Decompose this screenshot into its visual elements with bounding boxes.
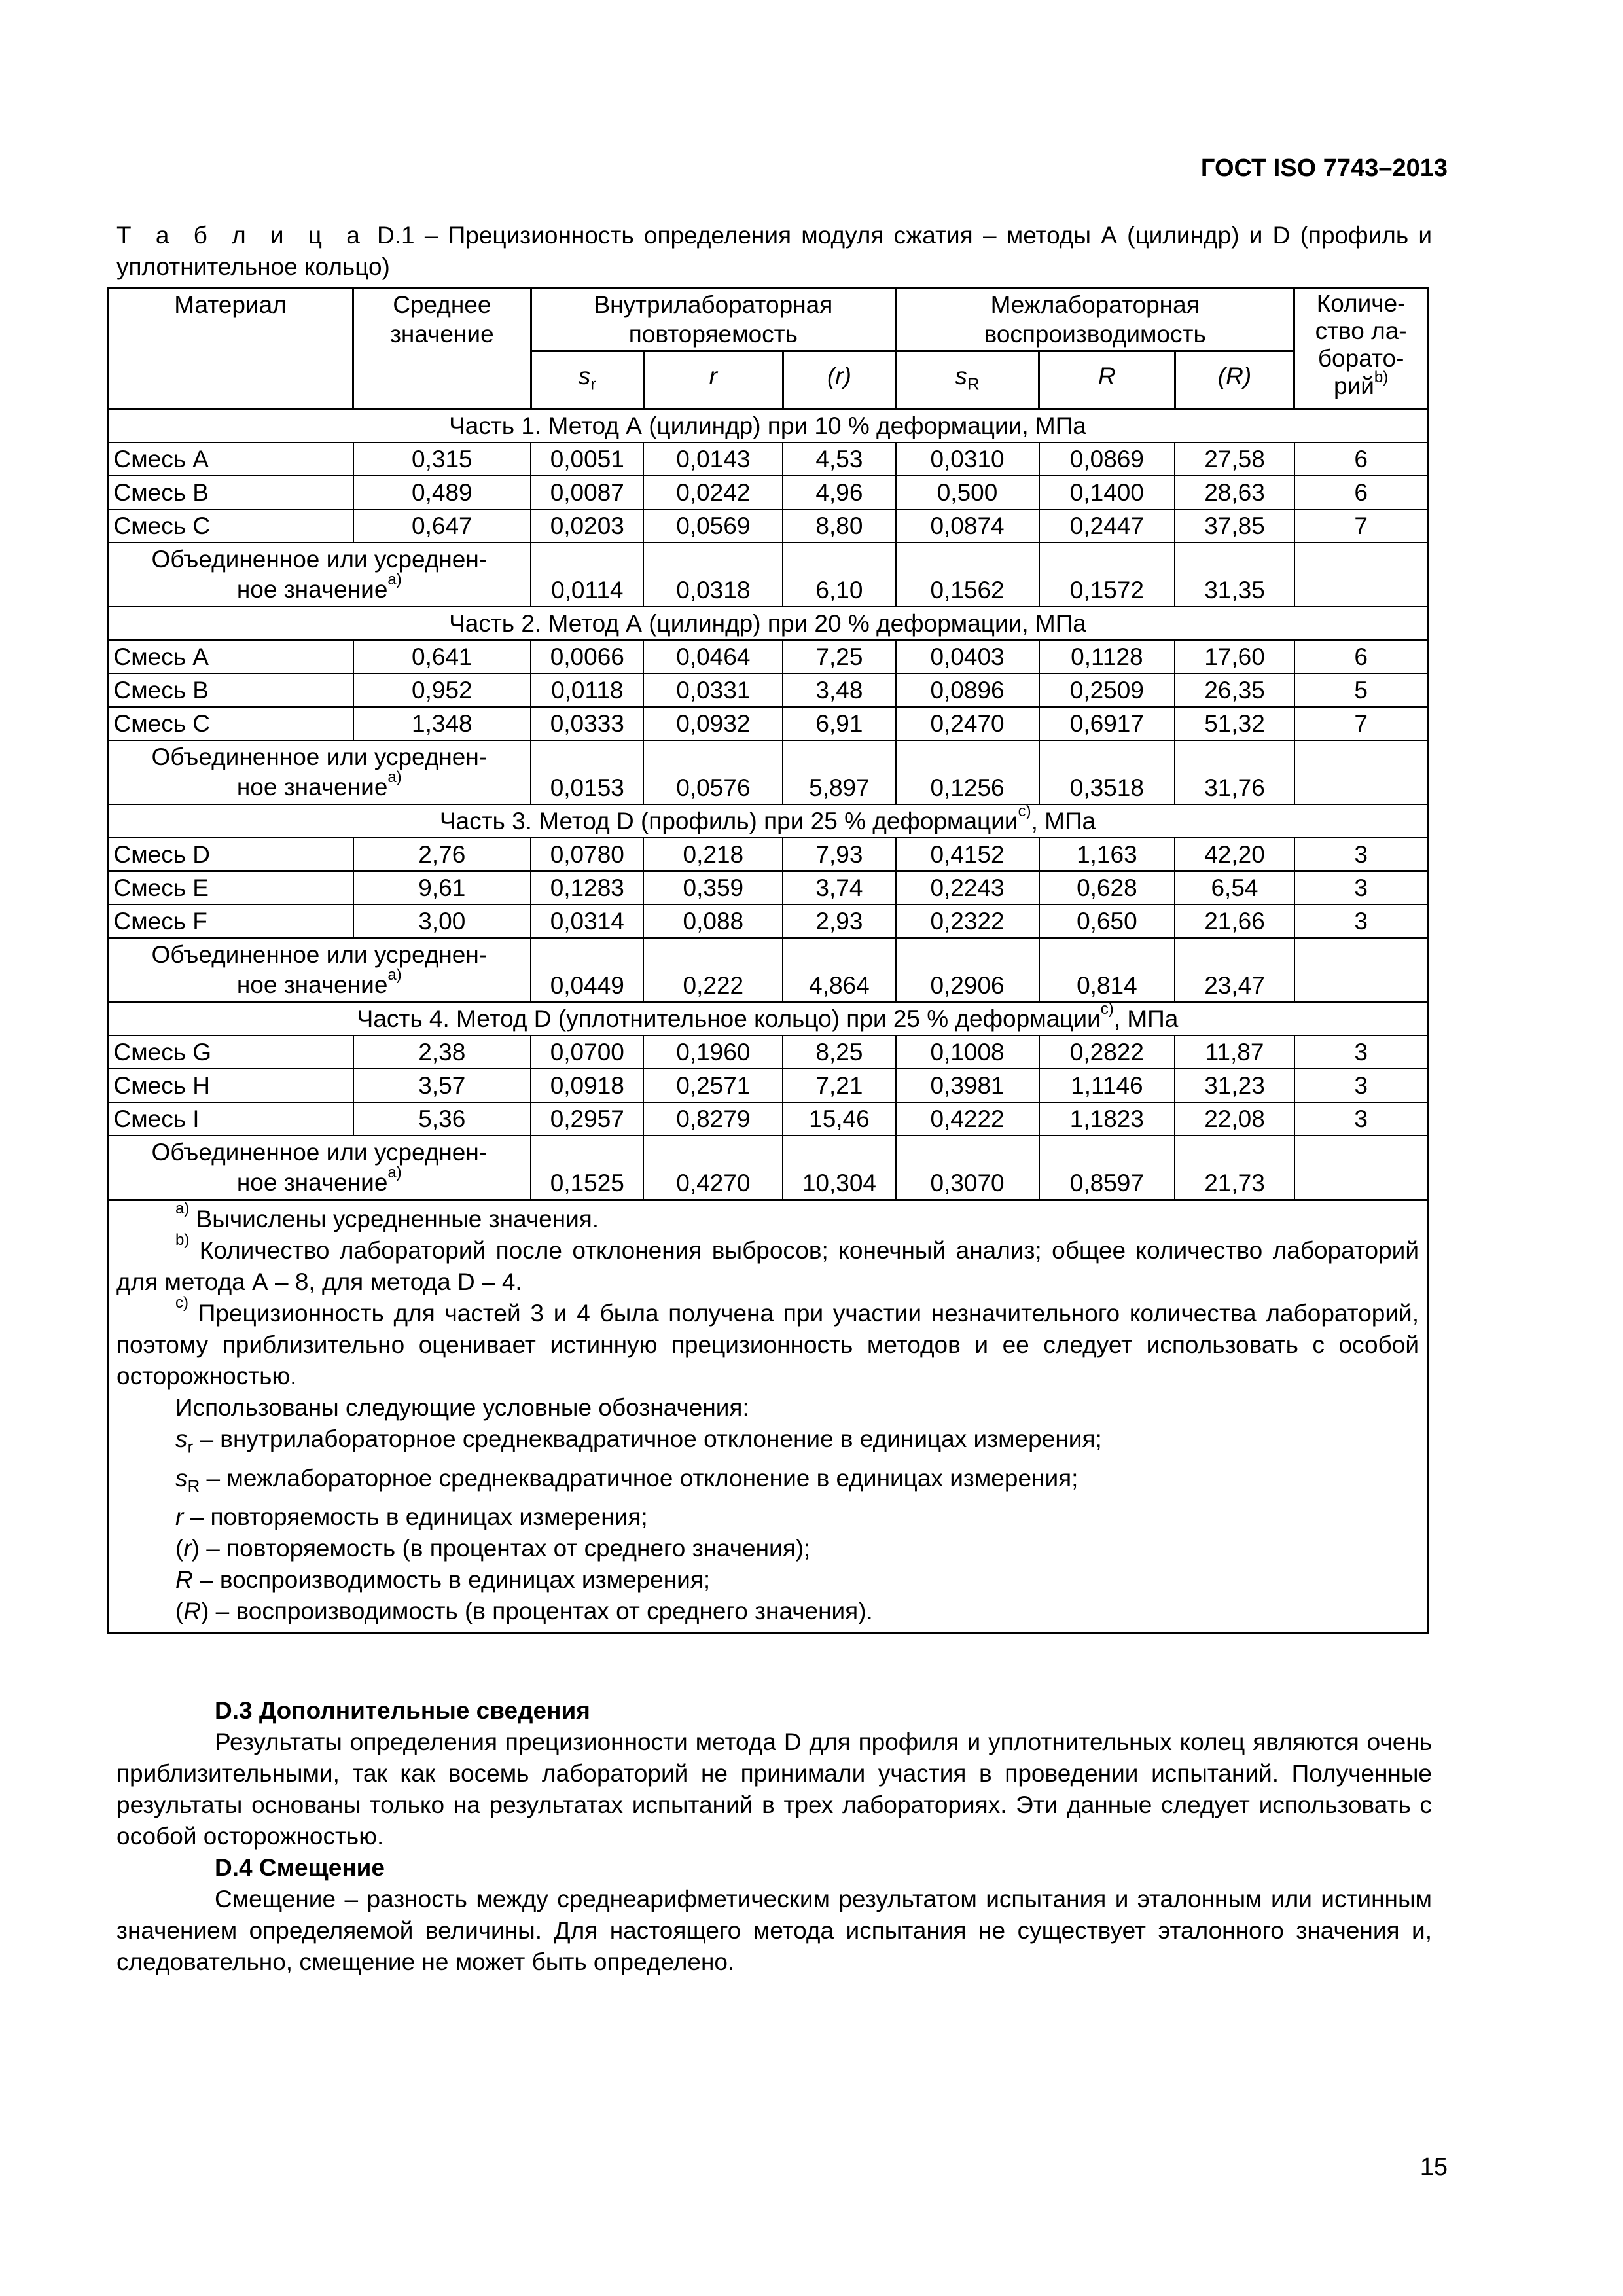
material-cell: Смесь А <box>108 640 353 673</box>
legend-text: – внутрилабораторное среднеквадратичное отклонение в единицах измерения; <box>193 1426 1102 1453</box>
value-cell: 0,0203 <box>531 509 643 543</box>
value-cell: 0,2822 <box>1039 1035 1175 1069</box>
combined-value-cell <box>1294 543 1428 607</box>
page-number: 15 <box>1419 2153 1448 2181</box>
combined-value-cell: 4,864 <box>783 938 895 1002</box>
value-cell: 0,1008 <box>896 1035 1039 1069</box>
header-sR-sub: R <box>967 374 980 394</box>
combined-label <box>108 938 531 1002</box>
table-row <box>108 1069 1428 1102</box>
value-cell: 0,1400 <box>1039 476 1175 509</box>
combined-label-line2: ное значение <box>236 971 388 999</box>
part-title-text: Часть 3. Метод D (профиль) при 25 % деформации <box>439 808 1018 835</box>
value-cell: 0,1128 <box>1039 640 1175 673</box>
legend-symbol: R <box>183 1598 202 1625</box>
legend-symbol-sub: R <box>187 1476 200 1496</box>
combined-value-cell <box>1294 938 1428 1002</box>
value-cell: 7,21 <box>783 1069 895 1102</box>
footnote-marker-a: a) <box>387 768 402 787</box>
header-R-percent: (R) <box>1175 351 1294 409</box>
value-cell: 11,87 <box>1175 1035 1294 1069</box>
part-title-text: Часть 1. Метод А (цилиндр) при 10 % деформации, МПа <box>449 412 1086 440</box>
combined-value-cell: 6,10 <box>783 543 895 607</box>
table-row <box>108 905 1428 938</box>
value-cell: 21,66 <box>1175 905 1294 938</box>
value-cell: 7 <box>1294 707 1428 740</box>
value-cell: 0,0310 <box>896 442 1039 476</box>
combined-value-cell: 0,8597 <box>1039 1136 1175 1200</box>
note-a-text: Вычислены усредненные значения. <box>189 1206 599 1233</box>
legend-symbol-sub: r <box>187 1437 194 1457</box>
legend-paren: ) <box>191 1535 200 1562</box>
table-row <box>108 442 1428 476</box>
value-cell: 0,0242 <box>643 476 783 509</box>
value-cell: 0,1960 <box>643 1035 783 1069</box>
combined-value-cell: 21,73 <box>1175 1136 1294 1200</box>
combined-value-cell: 0,0449 <box>531 938 643 1002</box>
material-cell: Смесь F <box>108 905 353 938</box>
note-c <box>116 1294 1419 1392</box>
value-cell: 3,00 <box>353 905 531 938</box>
combined-value-cell: 23,47 <box>1175 938 1294 1002</box>
material-cell: Смесь В <box>108 673 353 707</box>
legend-list <box>116 1424 1419 1627</box>
part-header-row <box>108 804 1428 838</box>
value-cell: 6 <box>1294 442 1428 476</box>
value-cell: 3 <box>1294 838 1428 871</box>
value-cell: 0,218 <box>643 838 783 871</box>
legend-paren: ( <box>175 1598 184 1625</box>
table-row <box>108 871 1428 905</box>
combined-label-line1: Объединенное или усреднен- <box>151 546 488 573</box>
combined-label <box>108 1136 531 1200</box>
legend-text: – повторяемость в единицах измерения; <box>183 1503 648 1531</box>
value-cell: 0,2509 <box>1039 673 1175 707</box>
note-c-marker: c) <box>175 1294 188 1312</box>
value-cell: 0,0464 <box>643 640 783 673</box>
combined-label-line1: Объединенное или усреднен- <box>151 941 488 969</box>
value-cell: 0,647 <box>353 509 531 543</box>
footnote-marker-c: c) <box>1018 802 1031 821</box>
header-labs-text-2: рий <box>1333 372 1374 399</box>
value-cell: 3 <box>1294 1102 1428 1136</box>
header-sr <box>531 351 643 409</box>
legend-item <box>116 1424 1419 1462</box>
table-row <box>108 1102 1428 1136</box>
legend-intro: Использованы следующие условные обозначения: <box>175 1394 749 1422</box>
combined-label-line1: Объединенное или усреднен- <box>151 744 488 771</box>
value-cell: 0,2571 <box>643 1069 783 1102</box>
combined-value-cell: 0,0153 <box>531 740 643 804</box>
value-cell: 3 <box>1294 871 1428 905</box>
combined-row <box>108 543 1428 607</box>
value-cell: 7,25 <box>783 640 895 673</box>
footnote-marker-a: a) <box>387 1164 402 1182</box>
value-cell: 7,93 <box>783 838 895 871</box>
legend-symbol: r <box>183 1535 192 1562</box>
table-row <box>108 1035 1428 1069</box>
combined-value-cell: 0,3518 <box>1039 740 1175 804</box>
table-caption <box>116 220 1432 283</box>
value-cell: 0,0143 <box>643 442 783 476</box>
material-cell: Смесь С <box>108 707 353 740</box>
material-cell: Смесь А <box>108 442 353 476</box>
value-cell: 0,0918 <box>531 1069 643 1102</box>
header-sR-symbol: s <box>955 363 967 389</box>
value-cell: 0,8279 <box>643 1102 783 1136</box>
value-cell: 15,46 <box>783 1102 895 1136</box>
header-R: R <box>1039 351 1175 409</box>
value-cell: 7 <box>1294 509 1428 543</box>
precision-table <box>107 287 1429 1634</box>
value-cell: 0,3981 <box>896 1069 1039 1102</box>
part-header-row <box>108 1002 1428 1035</box>
value-cell: 0,0896 <box>896 673 1039 707</box>
legend-symbol: R <box>175 1566 193 1594</box>
table-row <box>108 707 1428 740</box>
material-cell: Смесь В <box>108 476 353 509</box>
value-cell: 3 <box>1294 1069 1428 1102</box>
section-paragraph: Результаты определения прецизионности метода D для профиля и уплотнительных колец являются очень приблизительными, так как восемь лабораторий не принимали участия в проведении испытаний. Полученные результаты основаны только на результатах испытаний в трех лабораториях. Эти данные следует использовать с особой осторожностью. <box>116 1729 1432 1850</box>
value-cell: 0,0869 <box>1039 442 1175 476</box>
value-cell: 0,0780 <box>531 838 643 871</box>
part-title-text: Часть 2. Метод А (цилиндр) при 20 % деформации, МПа <box>449 610 1086 637</box>
legend-item <box>116 1596 1419 1627</box>
note-a-marker: a) <box>175 1200 190 1218</box>
combined-label <box>108 543 531 607</box>
part-title <box>108 607 1428 640</box>
combined-value-cell: 0,2906 <box>896 938 1039 1002</box>
value-cell: 0,4152 <box>896 838 1039 871</box>
table-row <box>108 509 1428 543</box>
value-cell: 2,38 <box>353 1035 531 1069</box>
legend-item <box>116 1463 1419 1501</box>
value-cell: 31,23 <box>1175 1069 1294 1102</box>
value-cell: 5 <box>1294 673 1428 707</box>
value-cell: 0,359 <box>643 871 783 905</box>
footnote-marker-a: a) <box>387 571 402 589</box>
header-mean: Среднее значение <box>353 288 531 409</box>
value-cell: 2,93 <box>783 905 895 938</box>
header-r-percent: (r) <box>783 351 895 409</box>
value-cell: 6 <box>1294 640 1428 673</box>
combined-value-cell: 0,1525 <box>531 1136 643 1200</box>
value-cell: 37,85 <box>1175 509 1294 543</box>
value-cell: 4,53 <box>783 442 895 476</box>
combined-value-cell: 0,3070 <box>896 1136 1039 1200</box>
legend-text: – воспроизводимость (в процентах от среднего значения). <box>209 1598 873 1625</box>
combined-row <box>108 938 1428 1002</box>
combined-value-cell: 0,0318 <box>643 543 783 607</box>
value-cell: 0,641 <box>353 640 531 673</box>
caption-text: D.1 – Прецизионность определения модуля сжатия – методы А (цилиндр) и D (профиль и уплотнительное кольцо) <box>116 222 1432 280</box>
combined-value-cell: 0,4270 <box>643 1136 783 1200</box>
table-row <box>108 476 1428 509</box>
value-cell: 0,0569 <box>643 509 783 543</box>
value-cell: 6,54 <box>1175 871 1294 905</box>
value-cell: 0,0403 <box>896 640 1039 673</box>
part-title-text: Часть 4. Метод D (уплотнительное кольцо) при 25 % деформации <box>357 1005 1101 1033</box>
value-cell: 9,61 <box>353 871 531 905</box>
value-cell: 0,315 <box>353 442 531 476</box>
material-cell: Смесь D <box>108 838 353 871</box>
header-sr-sub: r <box>590 374 596 394</box>
note-a <box>116 1200 1419 1235</box>
value-cell: 0,0932 <box>643 707 783 740</box>
document-header: ГОСТ ISO 7743–2013 <box>1200 154 1448 182</box>
combined-label-line2: ное значение <box>236 576 388 603</box>
value-cell: 17,60 <box>1175 640 1294 673</box>
value-cell: 0,2322 <box>896 905 1039 938</box>
combined-label-line2: ное значение <box>236 1169 388 1196</box>
header-sR <box>896 351 1039 409</box>
value-cell: 0,0087 <box>531 476 643 509</box>
combined-value-cell: 0,1572 <box>1039 543 1175 607</box>
combined-value-cell: 10,304 <box>783 1136 895 1200</box>
value-cell: 3,48 <box>783 673 895 707</box>
table-row <box>108 640 1428 673</box>
legend-symbol: s <box>175 1426 188 1453</box>
value-cell: 51,32 <box>1175 707 1294 740</box>
value-cell: 1,348 <box>353 707 531 740</box>
footnote-marker-c: c) <box>1100 1000 1114 1018</box>
part-title <box>108 409 1428 443</box>
combined-value-cell: 0,0114 <box>531 543 643 607</box>
legend-paren: ( <box>175 1535 184 1562</box>
value-cell: 0,2447 <box>1039 509 1175 543</box>
value-cell: 0,0333 <box>531 707 643 740</box>
value-cell: 0,1283 <box>531 871 643 905</box>
combined-value-cell: 0,1562 <box>896 543 1039 607</box>
combined-value-cell <box>1294 740 1428 804</box>
material-cell: Смесь С <box>108 509 353 543</box>
header-sr-symbol: s <box>578 363 591 389</box>
legend-symbol: r <box>175 1503 184 1531</box>
combined-value-cell: 0,1256 <box>896 740 1039 804</box>
part-header-row <box>108 607 1428 640</box>
value-cell: 3,57 <box>353 1069 531 1102</box>
header-reproducibility: Межлабораторная воспроизводимость <box>896 288 1294 351</box>
legend-text: – повторяемость (в процентах от среднего значения); <box>199 1535 811 1562</box>
note-b-marker: b) <box>175 1231 190 1249</box>
value-cell: 1,1823 <box>1039 1102 1175 1136</box>
value-cell: 0,2470 <box>896 707 1039 740</box>
note-c-text: Прецизионность для частей 3 и 4 была получена при участии незначительного количества лабораторий, поэтому приблизительно оценивает истинную прецизионность методов и ее следует использовать с особой осторожностью. <box>116 1300 1419 1390</box>
value-cell: 0,650 <box>1039 905 1175 938</box>
value-cell: 22,08 <box>1175 1102 1294 1136</box>
table-row <box>108 673 1428 707</box>
body-sections <box>116 1695 1432 1978</box>
combined-value-cell: 0,814 <box>1039 938 1175 1002</box>
value-cell: 0,088 <box>643 905 783 938</box>
value-cell: 0,500 <box>896 476 1039 509</box>
legend-item <box>116 1533 1419 1564</box>
combined-label-line1: Объединенное или усреднен- <box>151 1139 488 1166</box>
combined-label <box>108 740 531 804</box>
footnote-marker-b: b) <box>1374 368 1389 386</box>
value-cell: 8,80 <box>783 509 895 543</box>
header-r: r <box>643 351 783 409</box>
section-heading: D.3 Дополнительные сведения <box>215 1697 590 1724</box>
value-cell: 1,1146 <box>1039 1069 1175 1102</box>
part-title <box>108 804 1428 838</box>
combined-label-line2: ное значение <box>236 774 388 801</box>
section-heading: D.4 Смещение <box>215 1854 385 1881</box>
caption-label: Т а б л и ц а <box>116 222 367 249</box>
legend-symbol: s <box>175 1464 188 1492</box>
material-cell: Смесь G <box>108 1035 353 1069</box>
table-notes <box>108 1200 1428 1634</box>
combined-row <box>108 1136 1428 1200</box>
value-cell: 2,76 <box>353 838 531 871</box>
combined-value-cell: 0,0576 <box>643 740 783 804</box>
value-cell: 3 <box>1294 1035 1428 1069</box>
table-row <box>108 838 1428 871</box>
legend-text: – межлабораторное среднеквадратичное отклонение в единицах измерения; <box>200 1464 1079 1492</box>
legend-paren: ) <box>201 1598 209 1625</box>
value-cell: 0,628 <box>1039 871 1175 905</box>
part-title-units: , МПа <box>1113 1005 1179 1033</box>
legend-item <box>116 1501 1419 1533</box>
part-header-row <box>108 409 1428 443</box>
value-cell: 26,35 <box>1175 673 1294 707</box>
value-cell: 6 <box>1294 476 1428 509</box>
legend-text: – воспроизводимость в единицах измерения; <box>192 1566 711 1594</box>
material-cell: Смесь Е <box>108 871 353 905</box>
value-cell: 3 <box>1294 905 1428 938</box>
section-paragraph: Смещение – разность между среднеарифметическим результатом испытания и эталонным или истинным значением определяемой величины. Для настоящего метода испытания не существует эталонного значения и, следовательно, смещение не может быть определено. <box>116 1886 1432 1975</box>
note-b <box>116 1231 1419 1298</box>
value-cell: 0,952 <box>353 673 531 707</box>
header-material: Материал <box>108 288 353 409</box>
header-labs-text: Количе-ство ла-борато- <box>1315 290 1407 372</box>
combined-value-cell <box>1294 1136 1428 1200</box>
value-cell: 42,20 <box>1175 838 1294 871</box>
combined-row <box>108 740 1428 804</box>
material-cell: Смесь I <box>108 1102 353 1136</box>
value-cell: 0,0051 <box>531 442 643 476</box>
value-cell: 0,0118 <box>531 673 643 707</box>
footnote-marker-a: a) <box>387 966 402 984</box>
value-cell: 0,489 <box>353 476 531 509</box>
table-body <box>108 409 1428 1200</box>
value-cell: 0,2243 <box>896 871 1039 905</box>
header-repeatability: Внутрилабораторная повторяемость <box>531 288 895 351</box>
legend-item <box>116 1564 1419 1596</box>
note-b-text: Количество лабораторий после отклонения выбросов; конечный анализ; общее количество лабораторий для метода А – 8, для метода D – 4. <box>116 1237 1419 1296</box>
value-cell: 28,63 <box>1175 476 1294 509</box>
value-cell: 0,6917 <box>1039 707 1175 740</box>
value-cell: 0,0331 <box>643 673 783 707</box>
combined-value-cell: 5,897 <box>783 740 895 804</box>
value-cell: 6,91 <box>783 707 895 740</box>
part-title-units: , МПа <box>1031 808 1096 835</box>
combined-value-cell: 0,222 <box>643 938 783 1002</box>
value-cell: 8,25 <box>783 1035 895 1069</box>
value-cell: 5,36 <box>353 1102 531 1136</box>
material-cell: Смесь Н <box>108 1069 353 1102</box>
combined-value-cell: 31,76 <box>1175 740 1294 804</box>
header-labs <box>1294 288 1428 409</box>
value-cell: 0,0066 <box>531 640 643 673</box>
value-cell: 0,4222 <box>896 1102 1039 1136</box>
value-cell: 27,58 <box>1175 442 1294 476</box>
value-cell: 0,0314 <box>531 905 643 938</box>
value-cell: 0,0874 <box>896 509 1039 543</box>
value-cell: 0,2957 <box>531 1102 643 1136</box>
value-cell: 0,0700 <box>531 1035 643 1069</box>
combined-value-cell: 31,35 <box>1175 543 1294 607</box>
value-cell: 3,74 <box>783 871 895 905</box>
value-cell: 1,163 <box>1039 838 1175 871</box>
value-cell: 4,96 <box>783 476 895 509</box>
part-title <box>108 1002 1428 1035</box>
